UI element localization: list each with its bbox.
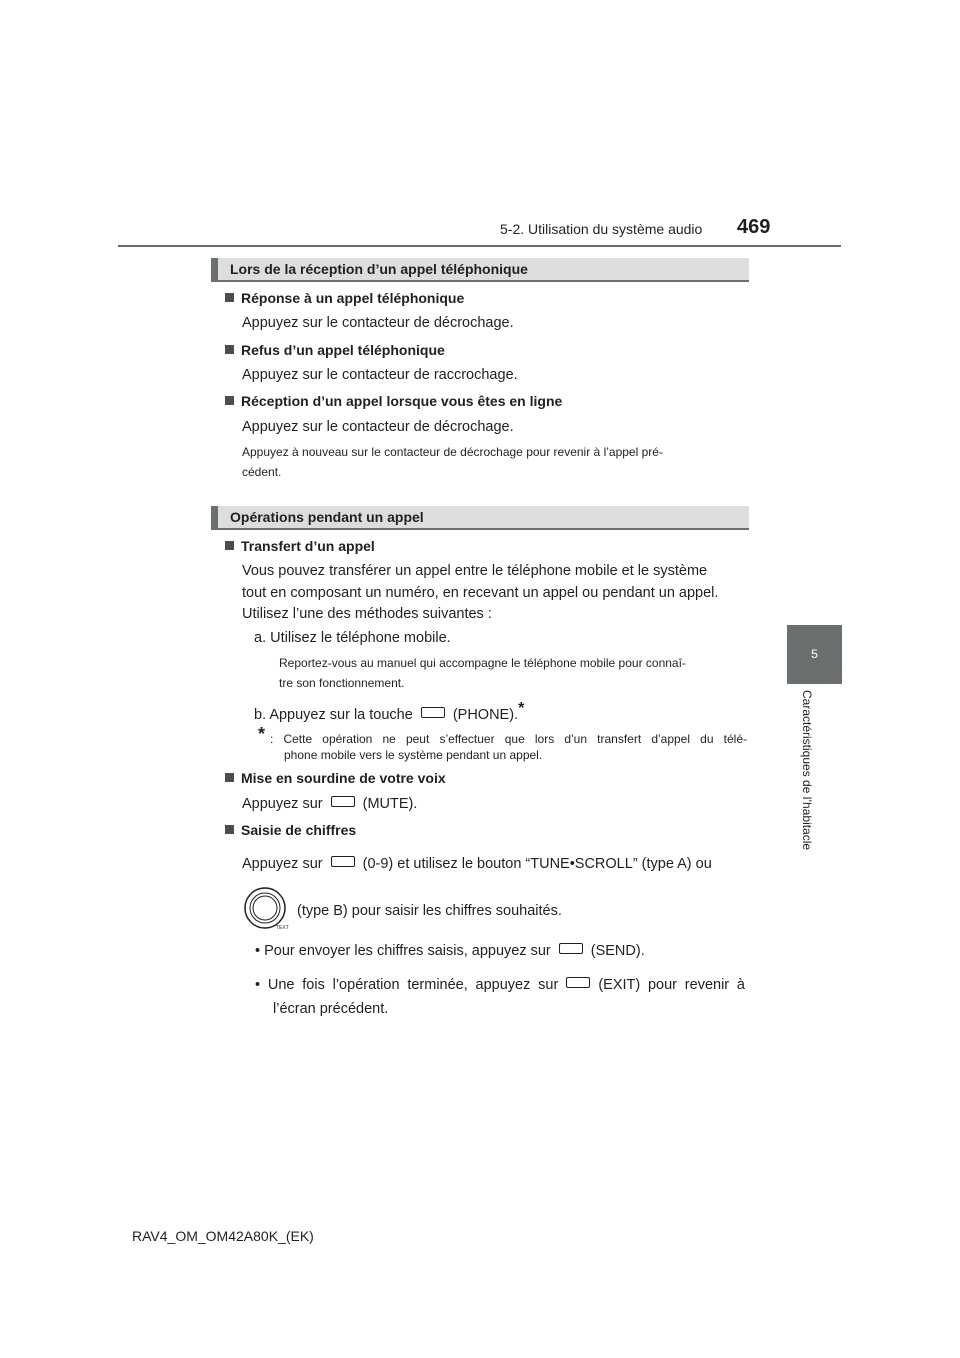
exit-key-icon: [566, 977, 590, 988]
digits-bullet2-line2: l’écran précédent.: [273, 1001, 389, 1017]
digits-line2: (type B) pour saisir les chiffres souhaités.: [297, 903, 562, 919]
item-text-reject: Appuyez sur le contacteur de raccrochage.: [242, 367, 518, 383]
section-title: Lors de la réception d’un appel téléphonique: [230, 261, 528, 277]
item-title-transfer: Transfert d’un appel: [225, 538, 375, 554]
item-title-call-waiting: Réception d’un appel lorsque vous êtes en ligne: [225, 393, 562, 409]
header-section-title: 5-2. Utilisation du système audio: [500, 221, 703, 237]
section-title: Opérations pendant un appel: [230, 509, 424, 525]
mute-text: Appuyez sur (MUTE).: [242, 796, 418, 812]
transfer-line3: Utilisez l’une des méthodes suivantes :: [242, 606, 492, 622]
page-number: 469: [737, 216, 771, 238]
chapter-tab: 5: [787, 625, 842, 684]
item-text-answer: Appuyez sur le contacteur de décrochage.: [242, 315, 514, 331]
item-title-reject: Refus d’un appel téléphonique: [225, 342, 445, 358]
chapter-title-vertical: [800, 690, 820, 870]
section-header-during-call: [211, 506, 749, 530]
square-bullet-icon: [225, 396, 234, 405]
footnote-line2: phone mobile vers le système pendant un appel.: [284, 748, 543, 762]
chapter-title: Caractéristiques de l’habitacle: [800, 690, 814, 851]
square-bullet-icon: [225, 825, 234, 834]
item-note-line2: cédent.: [242, 465, 282, 479]
square-bullet-icon: [225, 773, 234, 782]
transfer-option-a-note2: tre son fonctionnement.: [279, 676, 405, 690]
transfer-option-a: a. Utilisez le téléphone mobile.: [254, 630, 451, 646]
item-title-digits: Saisie de chiffres: [225, 822, 356, 838]
document-code: RAV4_OM_OM42A80K_(EK): [132, 1228, 314, 1244]
transfer-line1: Vous pouvez transférer un appel entre le téléphone mobile et le système: [242, 563, 708, 579]
digit-key-icon: [331, 856, 355, 867]
item-text-call-waiting: Appuyez sur le contacteur de décrochage.: [242, 419, 514, 435]
transfer-option-b: b. Appuyez sur la touche (PHONE).*: [254, 700, 525, 723]
item-title-answer: Réponse à un appel téléphonique: [225, 290, 464, 306]
square-bullet-icon: [225, 345, 234, 354]
square-bullet-icon: [225, 293, 234, 302]
item-note-line1: Appuyez à nouveau sur le contacteur de décrochage pour revenir à l’appel pré-: [242, 445, 663, 459]
send-key-icon: [559, 943, 583, 954]
square-bullet-icon: [225, 541, 234, 550]
digits-bullet1: • Pour envoyer les chiffres saisis, appuyez sur (SEND).: [255, 943, 645, 959]
transfer-option-a-note1: Reportez-vous au manuel qui accompagne le téléphone mobile pour connaî-: [279, 656, 686, 670]
knob-label: TEXT: [276, 925, 289, 931]
footnote-line1: : Cette opération ne peut s’effectuer que lors d’un transfert d’appel du télé-: [270, 732, 747, 746]
digits-line1: Appuyez sur (0-9) et utilisez le bouton “TUNE•SCROLL” (type A) ou: [242, 856, 712, 872]
transfer-line2: tout en composant un numéro, en recevant un appel ou pendant un appel.: [242, 585, 719, 601]
asterisk-mark: *: [518, 700, 525, 717]
section-header-incoming-call: [211, 258, 749, 282]
header-rule: [118, 245, 841, 247]
digits-bullet2: • Une fois l’opération terminée, appuyez sur (EXIT) pour revenir à: [255, 977, 745, 993]
phone-key-icon: [421, 707, 445, 718]
mute-key-icon: [331, 796, 355, 807]
footnote-asterisk: *: [258, 724, 266, 744]
tune-knob-icon: [243, 886, 287, 930]
item-title-mute: Mise en sourdine de votre voix: [225, 770, 446, 786]
